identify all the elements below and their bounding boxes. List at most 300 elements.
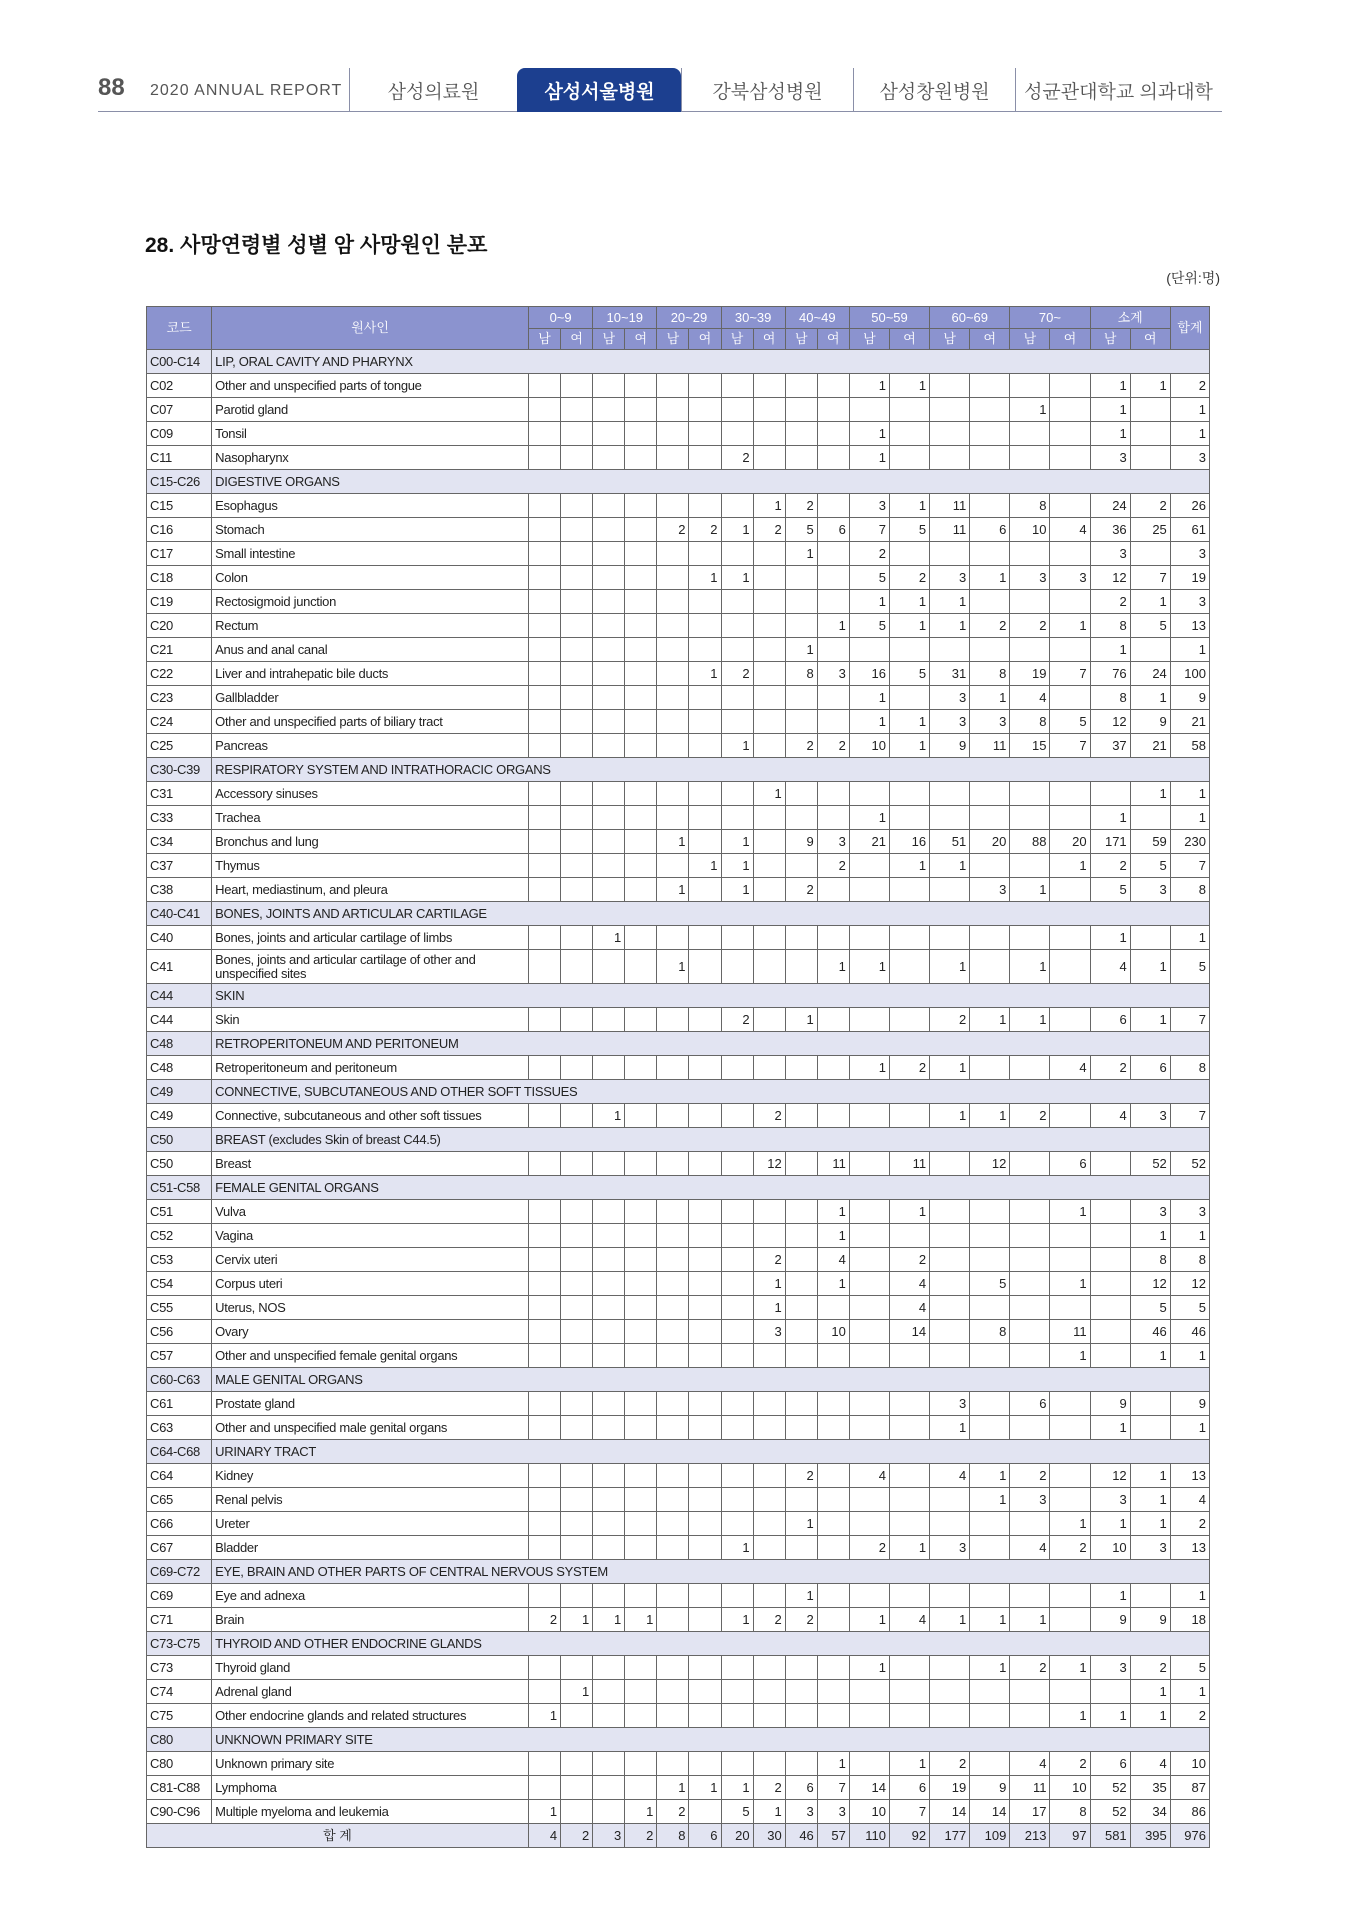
row-cause: Cervix uteri xyxy=(212,1248,529,1272)
cell-value xyxy=(753,542,785,566)
age-group-header: 60~69 xyxy=(930,307,1010,329)
cell-value: 1 xyxy=(753,1272,785,1296)
cell-value xyxy=(529,1776,561,1800)
cell-value xyxy=(593,446,625,470)
cell-value: 13 xyxy=(1170,1536,1209,1560)
cell-value xyxy=(657,926,689,950)
cell-value: 6 xyxy=(889,1776,929,1800)
cell-value xyxy=(849,1512,889,1536)
cell-value xyxy=(625,1200,657,1224)
cell-value: 1 xyxy=(721,1608,753,1632)
row-code: C61 xyxy=(147,1392,212,1416)
tab-samsung-medical-center[interactable]: 삼성의료원 xyxy=(349,68,517,112)
cell-value: 1 xyxy=(1090,806,1130,830)
row-code: C56 xyxy=(147,1320,212,1344)
cell-value xyxy=(529,710,561,734)
cell-value xyxy=(593,374,625,398)
cell-value xyxy=(561,566,593,590)
cell-value xyxy=(721,1224,753,1248)
cell-value xyxy=(625,374,657,398)
cell-value xyxy=(593,1344,625,1368)
cell-value: 1 xyxy=(1170,1584,1209,1608)
cell-value: 1 xyxy=(889,494,929,518)
cell-value: 76 xyxy=(1090,662,1130,686)
cell-value: 1 xyxy=(889,374,929,398)
cell-value xyxy=(625,1680,657,1704)
cell-value xyxy=(561,1752,593,1776)
cell-value xyxy=(930,1704,970,1728)
cell-value xyxy=(849,1272,889,1296)
cell-value: 6 xyxy=(1090,1008,1130,1032)
cell-value xyxy=(753,566,785,590)
tab-skku-medicine[interactable]: 성균관대학교 의과대학 xyxy=(1015,68,1221,112)
male-header: 남 xyxy=(930,329,970,350)
cell-value xyxy=(561,1464,593,1488)
cell-value xyxy=(561,1104,593,1128)
cell-value: 9 xyxy=(970,1776,1010,1800)
cell-value xyxy=(753,854,785,878)
category-name: UNKNOWN PRIMARY SITE xyxy=(212,1728,1210,1752)
table-row xyxy=(147,1248,1210,1272)
cell-value xyxy=(753,1680,785,1704)
table-row xyxy=(147,662,1210,686)
cell-value: 6 xyxy=(970,518,1010,542)
cell-value: 2 xyxy=(753,1104,785,1128)
tab-kangbuk-samsung-hospital[interactable]: 강북삼성병원 xyxy=(681,68,853,112)
cell-value xyxy=(1130,638,1170,662)
category-code: C30-C39 xyxy=(147,758,212,782)
cell-value xyxy=(1010,1680,1050,1704)
cell-value xyxy=(529,1296,561,1320)
cell-value: 20 xyxy=(1050,830,1090,854)
table-row xyxy=(147,1416,1210,1440)
cell-value xyxy=(1010,1152,1050,1176)
table-row xyxy=(147,422,1210,446)
cell-value xyxy=(657,446,689,470)
cell-value: 4 xyxy=(817,1248,849,1272)
cell-value: 11 xyxy=(889,1152,929,1176)
cell-value xyxy=(970,1704,1010,1728)
cell-value xyxy=(970,398,1010,422)
male-header: 남 xyxy=(593,329,625,350)
cell-value xyxy=(817,686,849,710)
cell-value xyxy=(689,1224,721,1248)
cell-value xyxy=(657,1416,689,1440)
cell-value xyxy=(817,566,849,590)
cell-value xyxy=(529,614,561,638)
cell-value: 2 xyxy=(1010,1656,1050,1680)
cell-value: 1 xyxy=(1050,854,1090,878)
category-row xyxy=(147,1560,1210,1584)
cell-value xyxy=(625,1104,657,1128)
cell-value: 9 xyxy=(1130,710,1170,734)
category-row xyxy=(147,1176,1210,1200)
cell-value xyxy=(785,374,817,398)
cell-value xyxy=(785,1536,817,1560)
cell-value: 1 xyxy=(1130,686,1170,710)
table-row xyxy=(147,398,1210,422)
cell-value xyxy=(721,1152,753,1176)
cell-value xyxy=(657,1248,689,1272)
cell-value xyxy=(817,1464,849,1488)
tab-samsung-seoul-hospital[interactable]: 삼성서울병원 xyxy=(517,68,681,112)
female-header: 여 xyxy=(970,329,1010,350)
cell-value xyxy=(721,1680,753,1704)
row-cause: Kidney xyxy=(212,1464,529,1488)
cell-value xyxy=(849,1104,889,1128)
cell-value: 1 xyxy=(753,1800,785,1824)
cell-value: 1 xyxy=(1170,1344,1209,1368)
cell-value: 2 xyxy=(785,494,817,518)
cell-value xyxy=(817,1512,849,1536)
category-code: C40-C41 xyxy=(147,902,212,926)
cell-value xyxy=(689,1752,721,1776)
cell-value xyxy=(849,1200,889,1224)
cell-value: 1 xyxy=(689,1776,721,1800)
cell-value: 3 xyxy=(1010,1488,1050,1512)
table-row xyxy=(147,782,1210,806)
cell-value xyxy=(689,1200,721,1224)
cell-value: 7 xyxy=(1050,662,1090,686)
cell-value: 3 xyxy=(849,494,889,518)
cell-value xyxy=(529,518,561,542)
cell-value: 1 xyxy=(1170,422,1209,446)
table-row xyxy=(147,590,1210,614)
category-name: CONNECTIVE, SUBCUTANEOUS AND OTHER SOFT TISSUES xyxy=(212,1080,1210,1104)
male-header: 남 xyxy=(657,329,689,350)
row-code: C23 xyxy=(147,686,212,710)
tab-samsung-changwon-hospital[interactable]: 삼성창원병원 xyxy=(853,68,1015,112)
cell-value xyxy=(529,398,561,422)
cell-value: 2 xyxy=(689,518,721,542)
cell-value: 1 xyxy=(817,1752,849,1776)
unit-label: (단위:명) xyxy=(1166,270,1220,286)
cell-value: 1 xyxy=(1170,638,1209,662)
cell-value xyxy=(785,1416,817,1440)
cell-value xyxy=(1010,1584,1050,1608)
cell-value xyxy=(970,638,1010,662)
table-row xyxy=(147,518,1210,542)
cell-value xyxy=(721,1248,753,1272)
table-row xyxy=(147,1704,1210,1728)
cell-value: 3 xyxy=(1090,1656,1130,1680)
cell-value: 3 xyxy=(930,1392,970,1416)
cell-value: 1 xyxy=(1130,1488,1170,1512)
cell-value xyxy=(529,830,561,854)
cell-value xyxy=(625,1224,657,1248)
cell-value xyxy=(625,662,657,686)
table-row xyxy=(147,446,1210,470)
cell-value: 5 xyxy=(849,614,889,638)
cell-value xyxy=(753,1224,785,1248)
cell-value: 1 xyxy=(1170,1680,1209,1704)
cell-value: 1 xyxy=(689,566,721,590)
cell-value: 1 xyxy=(625,1608,657,1632)
cell-value xyxy=(785,1296,817,1320)
table-row xyxy=(147,806,1210,830)
table-row xyxy=(147,638,1210,662)
cell-value xyxy=(561,1488,593,1512)
cell-value: 5 xyxy=(849,566,889,590)
cell-value xyxy=(529,1008,561,1032)
cell-value xyxy=(657,1224,689,1248)
cell-value: 6 xyxy=(817,518,849,542)
age-group-header: 20~29 xyxy=(657,307,721,329)
cell-value xyxy=(529,1488,561,1512)
cell-value xyxy=(721,1752,753,1776)
cell-value xyxy=(689,1152,721,1176)
cell-value xyxy=(689,1608,721,1632)
cell-value xyxy=(625,950,657,984)
cell-value xyxy=(1010,1512,1050,1536)
cell-value: 2 xyxy=(1090,854,1130,878)
cell-value xyxy=(889,806,929,830)
cell-value xyxy=(849,1416,889,1440)
cell-value xyxy=(785,806,817,830)
cell-value: 2 xyxy=(785,878,817,902)
cell-value xyxy=(1050,878,1090,902)
total-value: 2 xyxy=(561,1824,593,1848)
cell-value xyxy=(689,830,721,854)
cell-value xyxy=(625,686,657,710)
cell-value xyxy=(721,686,753,710)
cell-value: 1 xyxy=(817,950,849,984)
total-value: 581 xyxy=(1090,1824,1130,1848)
cell-value xyxy=(721,374,753,398)
cell-value: 12 xyxy=(1130,1272,1170,1296)
category-name: THYROID AND OTHER ENDOCRINE GLANDS xyxy=(212,1632,1210,1656)
cell-value xyxy=(930,542,970,566)
cell-value: 12 xyxy=(1090,566,1130,590)
cell-value xyxy=(930,446,970,470)
cell-value xyxy=(561,782,593,806)
cell-value: 8 xyxy=(1050,1800,1090,1824)
cell-value xyxy=(625,1752,657,1776)
cell-value xyxy=(593,1536,625,1560)
cell-value xyxy=(657,662,689,686)
cell-value xyxy=(689,1536,721,1560)
cell-value: 1 xyxy=(970,1464,1010,1488)
cell-value: 2 xyxy=(1130,494,1170,518)
cell-value xyxy=(889,1488,929,1512)
cell-value xyxy=(625,1152,657,1176)
cell-value: 2 xyxy=(1010,614,1050,638)
cell-value: 2 xyxy=(753,518,785,542)
cell-value: 5 xyxy=(1130,614,1170,638)
cell-value xyxy=(721,806,753,830)
cell-value: 1 xyxy=(849,446,889,470)
row-cause: Breast xyxy=(212,1152,529,1176)
cell-value: 2 xyxy=(1170,1704,1209,1728)
cell-value: 1 xyxy=(930,590,970,614)
cell-value xyxy=(593,494,625,518)
cell-value: 8 xyxy=(1170,1056,1209,1080)
cell-value xyxy=(657,422,689,446)
row-code: C09 xyxy=(147,422,212,446)
cell-value xyxy=(753,1584,785,1608)
cell-value xyxy=(753,950,785,984)
table-row xyxy=(147,1320,1210,1344)
cell-value: 3 xyxy=(1130,1200,1170,1224)
cell-value xyxy=(625,1296,657,1320)
cell-value xyxy=(689,734,721,758)
cell-value: 14 xyxy=(849,1776,889,1800)
cell-value xyxy=(1010,1416,1050,1440)
row-code: C52 xyxy=(147,1224,212,1248)
table-row xyxy=(147,830,1210,854)
row-cause: Parotid gland xyxy=(212,398,529,422)
cell-value xyxy=(1050,686,1090,710)
cell-value: 13 xyxy=(1170,614,1209,638)
cell-value xyxy=(1050,542,1090,566)
cell-value xyxy=(1010,542,1050,566)
cell-value: 1 xyxy=(1010,1608,1050,1632)
cell-value xyxy=(930,1200,970,1224)
row-cause: Bronchus and lung xyxy=(212,830,529,854)
cell-value xyxy=(930,1152,970,1176)
row-code: C57 xyxy=(147,1344,212,1368)
cell-value xyxy=(625,734,657,758)
cell-value xyxy=(721,422,753,446)
cell-value xyxy=(593,734,625,758)
cell-value: 1 xyxy=(721,1776,753,1800)
category-name: LIP, ORAL CAVITY AND PHARYNX xyxy=(212,350,1210,374)
cell-value: 1 xyxy=(817,614,849,638)
cell-value xyxy=(785,854,817,878)
cell-value xyxy=(970,1416,1010,1440)
cell-value: 2 xyxy=(1170,1512,1209,1536)
cell-value: 3 xyxy=(1090,446,1130,470)
cell-value: 1 xyxy=(721,1536,753,1560)
cell-value xyxy=(561,1656,593,1680)
female-header: 여 xyxy=(817,329,849,350)
cell-value: 2 xyxy=(721,1008,753,1032)
cell-value: 35 xyxy=(1130,1776,1170,1800)
cell-value: 18 xyxy=(1170,1608,1209,1632)
cell-value xyxy=(817,1008,849,1032)
cell-value xyxy=(930,926,970,950)
cell-value: 3 xyxy=(970,710,1010,734)
cell-value xyxy=(785,1152,817,1176)
cell-value: 2 xyxy=(1050,1752,1090,1776)
cell-value xyxy=(930,422,970,446)
cell-value: 1 xyxy=(657,1776,689,1800)
cell-value xyxy=(970,1584,1010,1608)
cell-value xyxy=(1010,590,1050,614)
cell-value: 10 xyxy=(1010,518,1050,542)
row-cause: Vagina xyxy=(212,1224,529,1248)
cell-value xyxy=(593,422,625,446)
cell-value xyxy=(1010,1704,1050,1728)
cell-value xyxy=(1130,926,1170,950)
category-code: C69-C72 xyxy=(147,1560,212,1584)
cell-value: 1 xyxy=(1050,1704,1090,1728)
table-row xyxy=(147,854,1210,878)
cell-value xyxy=(817,1584,849,1608)
row-code: C74 xyxy=(147,1680,212,1704)
total-value: 97 xyxy=(1050,1824,1090,1848)
row-code: C73 xyxy=(147,1656,212,1680)
category-row xyxy=(147,1080,1210,1104)
row-code: C80 xyxy=(147,1752,212,1776)
cell-value xyxy=(529,638,561,662)
cell-value xyxy=(689,422,721,446)
cell-value: 5 xyxy=(1170,1656,1209,1680)
age-group-header: 10~19 xyxy=(593,307,657,329)
cell-value xyxy=(529,1392,561,1416)
cell-value xyxy=(529,1752,561,1776)
row-cause: Other endocrine glands and related structures xyxy=(212,1704,529,1728)
cell-value: 8 xyxy=(1010,494,1050,518)
cell-value: 1 xyxy=(689,854,721,878)
table-row xyxy=(147,1392,1210,1416)
cell-value: 1 xyxy=(721,734,753,758)
category-name: URINARY TRACT xyxy=(212,1440,1210,1464)
total-value: 46 xyxy=(785,1824,817,1848)
cell-value xyxy=(689,614,721,638)
cell-value xyxy=(970,446,1010,470)
cell-value: 1 xyxy=(970,1008,1010,1032)
male-header: 남 xyxy=(849,329,889,350)
cell-value: 86 xyxy=(1170,1800,1209,1824)
cell-value xyxy=(721,1320,753,1344)
cell-value: 4 xyxy=(1050,518,1090,542)
total-value: 213 xyxy=(1010,1824,1050,1848)
table-row xyxy=(147,1224,1210,1248)
cell-value xyxy=(657,1104,689,1128)
cell-value: 1 xyxy=(721,854,753,878)
cell-value xyxy=(889,686,929,710)
cell-value xyxy=(849,854,889,878)
cell-value xyxy=(593,1752,625,1776)
cell-value xyxy=(593,710,625,734)
cell-value xyxy=(1050,782,1090,806)
cell-value xyxy=(785,782,817,806)
cell-value: 2 xyxy=(785,1464,817,1488)
cell-value: 3 xyxy=(1170,542,1209,566)
cell-value: 1 xyxy=(785,1584,817,1608)
cell-value xyxy=(689,1464,721,1488)
cell-value: 5 xyxy=(1130,1296,1170,1320)
cell-value: 2 xyxy=(930,1008,970,1032)
cell-value xyxy=(753,1488,785,1512)
cell-value: 4 xyxy=(1010,1536,1050,1560)
cell-value xyxy=(753,1344,785,1368)
cell-value xyxy=(753,1416,785,1440)
cell-value xyxy=(657,1752,689,1776)
cell-value: 1 xyxy=(593,1608,625,1632)
row-cause: Bones, joints and articular cartilage of limbs xyxy=(212,926,529,950)
report-title: 2020 ANNUAL REPORT xyxy=(150,82,343,99)
cell-value xyxy=(593,1512,625,1536)
cell-value xyxy=(721,1200,753,1224)
cell-value: 5 xyxy=(1050,710,1090,734)
table-row xyxy=(147,614,1210,638)
cell-value xyxy=(1130,542,1170,566)
cell-value xyxy=(817,1056,849,1080)
cell-value: 1 xyxy=(930,950,970,984)
cell-value: 1 xyxy=(1130,1704,1170,1728)
cell-value xyxy=(657,1704,689,1728)
cell-value xyxy=(817,1536,849,1560)
row-cause: Small intestine xyxy=(212,542,529,566)
cell-value: 1 xyxy=(817,1200,849,1224)
cell-value: 8 xyxy=(785,662,817,686)
cell-value xyxy=(785,614,817,638)
cell-value: 46 xyxy=(1130,1320,1170,1344)
cell-value xyxy=(593,518,625,542)
cell-value xyxy=(689,806,721,830)
